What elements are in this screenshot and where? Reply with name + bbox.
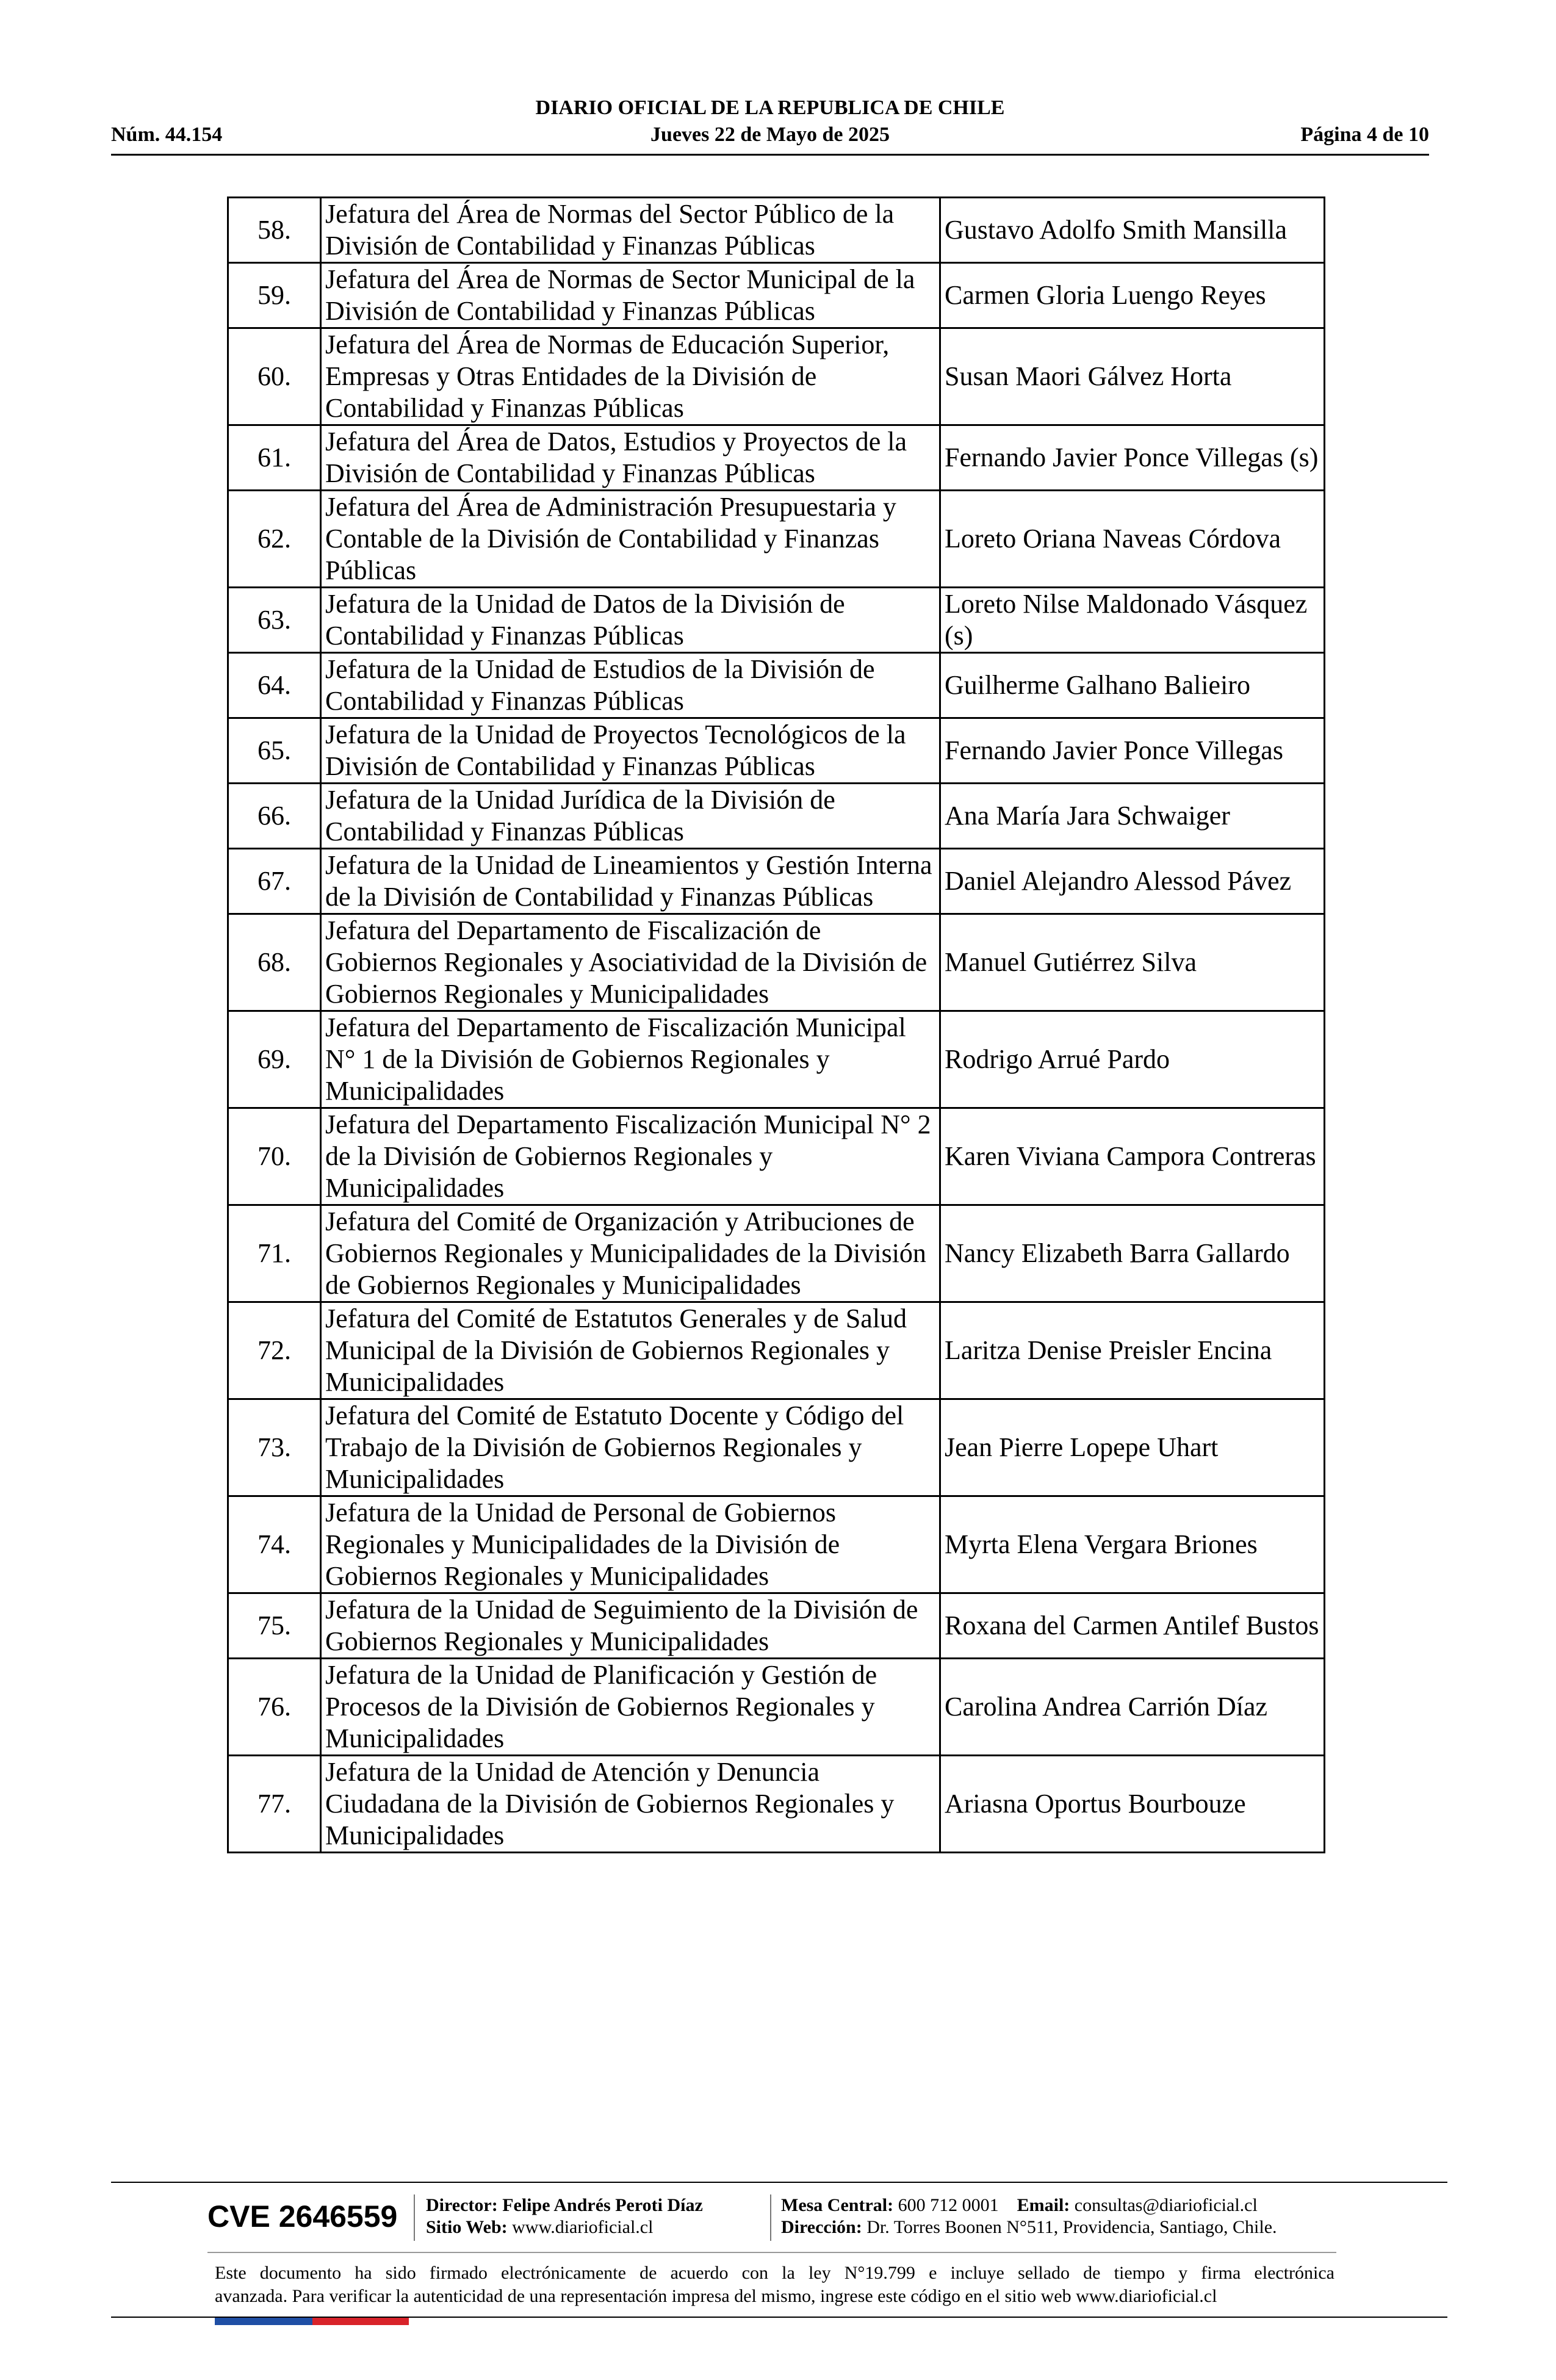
position-title: Jefatura del Departamento de Fiscalización de Gobiernos Regionales y Asociatividad de la División de Gobiernos Regionales y Municipalidades [321,914,940,1011]
address-label: Dirección: [781,2217,862,2237]
director-label: Director: [426,2195,498,2215]
site-link[interactable]: www.diarioficial.cl [512,2217,654,2237]
official-name: Ariasna Oportus Bourbouze [940,1756,1325,1853]
table-row [228,718,1325,784]
table-row [228,1593,1325,1659]
footer-separator [770,2194,771,2241]
newspaper-title: DIARIO OFICIAL DE LA REPUBLICA DE CHILE [535,96,1005,119]
footer-inner-divider [207,2252,1336,2253]
flag-stripe [215,2318,409,2325]
row-number: 59. [228,263,321,328]
issue-date: Jueves 22 de Mayo de 2025 [650,123,890,146]
table-row [228,1205,1325,1302]
issue-number: Núm. 44.154 [111,123,223,146]
position-title: Jefatura de la Unidad de Estudios de la División de Contabilidad y Finanzas Públicas [321,653,940,718]
table-row [228,588,1325,653]
official-name: Rodrigo Arrué Pardo [940,1011,1325,1108]
table-row [228,1496,1325,1593]
official-name: Carolina Andrea Carrión Díaz [940,1659,1325,1756]
footer-divider [111,2182,1447,2183]
mesa-label: Mesa Central: [781,2195,894,2215]
table-row [228,425,1325,491]
table-row [228,1011,1325,1108]
legal-line: avanzada. Para verificar la autenticidad de una representación impresa del mismo, ingrese este código en el sitio web www.diarioficial.cl [215,2286,1217,2306]
table-row [228,328,1325,425]
mesa-phone: 600 712 0001 [898,2195,999,2215]
official-name: Manuel Gutiérrez Silva [940,914,1325,1011]
legal-line: Este documento ha sido firmado electrónicamente de acuerdo con la ley N°19.799 e incluye sellado de tiempo y firma electrónica [215,2263,1334,2283]
position-title: Jefatura de la Unidad de Atención y Denuncia Ciudadana de la División de Gobiernos Regionales y Municipalidades [321,1756,940,1853]
director-name: Felipe Andrés Peroti Díaz [502,2195,703,2215]
table-row [228,491,1325,588]
official-name: Carmen Gloria Luengo Reyes [940,263,1325,328]
official-name: Fernando Javier Ponce Villegas [940,718,1325,784]
row-number: 67. [228,849,321,914]
row-number: 68. [228,914,321,1011]
position-title: Jefatura de la Unidad Jurídica de la División de Contabilidad y Finanzas Públicas [321,784,940,849]
position-title: Jefatura del Área de Datos, Estudios y Proyectos de la División de Contabilidad y Finanzas Públicas [321,425,940,491]
footer-separator [414,2194,415,2241]
table-row [228,653,1325,718]
page-header [111,96,1429,157]
official-name: Gustavo Adolfo Smith Mansilla [940,198,1325,263]
row-number: 69. [228,1011,321,1108]
official-name: Jean Pierre Lopepe Uhart [940,1399,1325,1496]
table-row [228,1756,1325,1853]
position-title: Jefatura de la Unidad de Lineamientos y Gestión Interna de la División de Contabilidad y Finanzas Públicas [321,849,940,914]
table-row [228,263,1325,328]
position-title: Jefatura del Área de Normas de Sector Municipal de la División de Contabilidad y Finanzas Públicas [321,263,940,328]
row-number: 73. [228,1399,321,1496]
official-name: Daniel Alejandro Alessod Pávez [940,849,1325,914]
table-row [228,1302,1325,1399]
cve-code: CVE 2646559 [207,2199,398,2234]
official-name: Roxana del Carmen Antilef Bustos [940,1593,1325,1659]
position-title: Jefatura de la Unidad de Personal de Gobiernos Regionales y Municipalidades de la División de Gobiernos Regionales y Municipalidades [321,1496,940,1593]
row-number: 72. [228,1302,321,1399]
position-title: Jefatura de la Unidad de Seguimiento de la División de Gobiernos Regionales y Municipalidades [321,1593,940,1659]
page-number: Página 4 de 10 [1300,123,1429,146]
flag-red-band [312,2318,409,2325]
footer-contact-block [781,2194,1277,2238]
row-number: 70. [228,1108,321,1205]
position-title: Jefatura del Comité de Estatuto Docente y Código del Trabajo de la División de Gobiernos Regionales y Municipalidades [321,1399,940,1496]
position-title: Jefatura del Departamento Fiscalización Municipal N° 2 de la División de Gobiernos Regionales y Municipalidades [321,1108,940,1205]
email-link[interactable]: consultas@diarioficial.cl [1074,2195,1258,2215]
official-name: Susan Maori Gálvez Horta [940,328,1325,425]
position-title: Jefatura del Departamento de Fiscalización Municipal N° 1 de la División de Gobiernos Regionales y Municipalidades [321,1011,940,1108]
position-title: Jefatura del Área de Normas de Educación Superior, Empresas y Otras Entidades de la División de Contabilidad y Finanzas Públicas [321,328,940,425]
email-label: Email: [1017,2195,1070,2215]
official-name: Loreto Nilse Maldonado Vásquez (s) [940,588,1325,653]
row-number: 77. [228,1756,321,1853]
header-divider [111,154,1429,156]
row-number: 63. [228,588,321,653]
official-name: Ana María Jara Schwaiger [940,784,1325,849]
row-number: 71. [228,1205,321,1302]
position-title: Jefatura de la Unidad de Proyectos Tecnológicos de la División de Contabilidad y Finanzas Públicas [321,718,940,784]
official-name: Loreto Oriana Naveas Córdova [940,491,1325,588]
table-row [228,1399,1325,1496]
position-title: Jefatura del Área de Administración Presupuestaria y Contable de la División de Contabilidad y Finanzas Públicas [321,491,940,588]
row-number: 58. [228,198,321,263]
official-name: Nancy Elizabeth Barra Gallardo [940,1205,1325,1302]
legal-notice [215,2262,1334,2308]
appointments-table [227,197,1325,1853]
row-number: 74. [228,1496,321,1593]
footer-director-block [426,2194,703,2238]
official-name: Laritza Denise Preisler Encina [940,1302,1325,1399]
address-text: Dr. Torres Boonen N°511, Providencia, Santiago, Chile. [866,2217,1277,2237]
row-number: 76. [228,1659,321,1756]
appointments-table-body [228,198,1325,1853]
position-title: Jefatura de la Unidad de Planificación y Gestión de Procesos de la División de Gobiernos Regionales y Municipalidades [321,1659,940,1756]
row-number: 66. [228,784,321,849]
official-name: Myrta Elena Vergara Briones [940,1496,1325,1593]
position-title: Jefatura del Comité de Organización y Atribuciones de Gobiernos Regionales y Municipalidades de la División de Gobiernos Regionales y Municipalidades [321,1205,940,1302]
table-row [228,784,1325,849]
position-title: Jefatura del Comité de Estatutos Generales y de Salud Municipal de la División de Gobiernos Regionales y Municipalidades [321,1302,940,1399]
official-name: Karen Viviana Campora Contreras [940,1108,1325,1205]
table-row [228,914,1325,1011]
row-number: 64. [228,653,321,718]
row-number: 61. [228,425,321,491]
position-title: Jefatura del Área de Normas del Sector Público de la División de Contabilidad y Finanzas Públicas [321,198,940,263]
table-row [228,849,1325,914]
row-number: 62. [228,491,321,588]
table-row [228,198,1325,263]
site-label: Sitio Web: [426,2217,508,2237]
row-number: 60. [228,328,321,425]
table-row [228,1659,1325,1756]
position-title: Jefatura de la Unidad de Datos de la División de Contabilidad y Finanzas Públicas [321,588,940,653]
flag-blue-band [215,2318,312,2325]
row-number: 65. [228,718,321,784]
table-row [228,1108,1325,1205]
official-name: Guilherme Galhano Balieiro [940,653,1325,718]
official-name: Fernando Javier Ponce Villegas (s) [940,425,1325,491]
row-number: 75. [228,1593,321,1659]
